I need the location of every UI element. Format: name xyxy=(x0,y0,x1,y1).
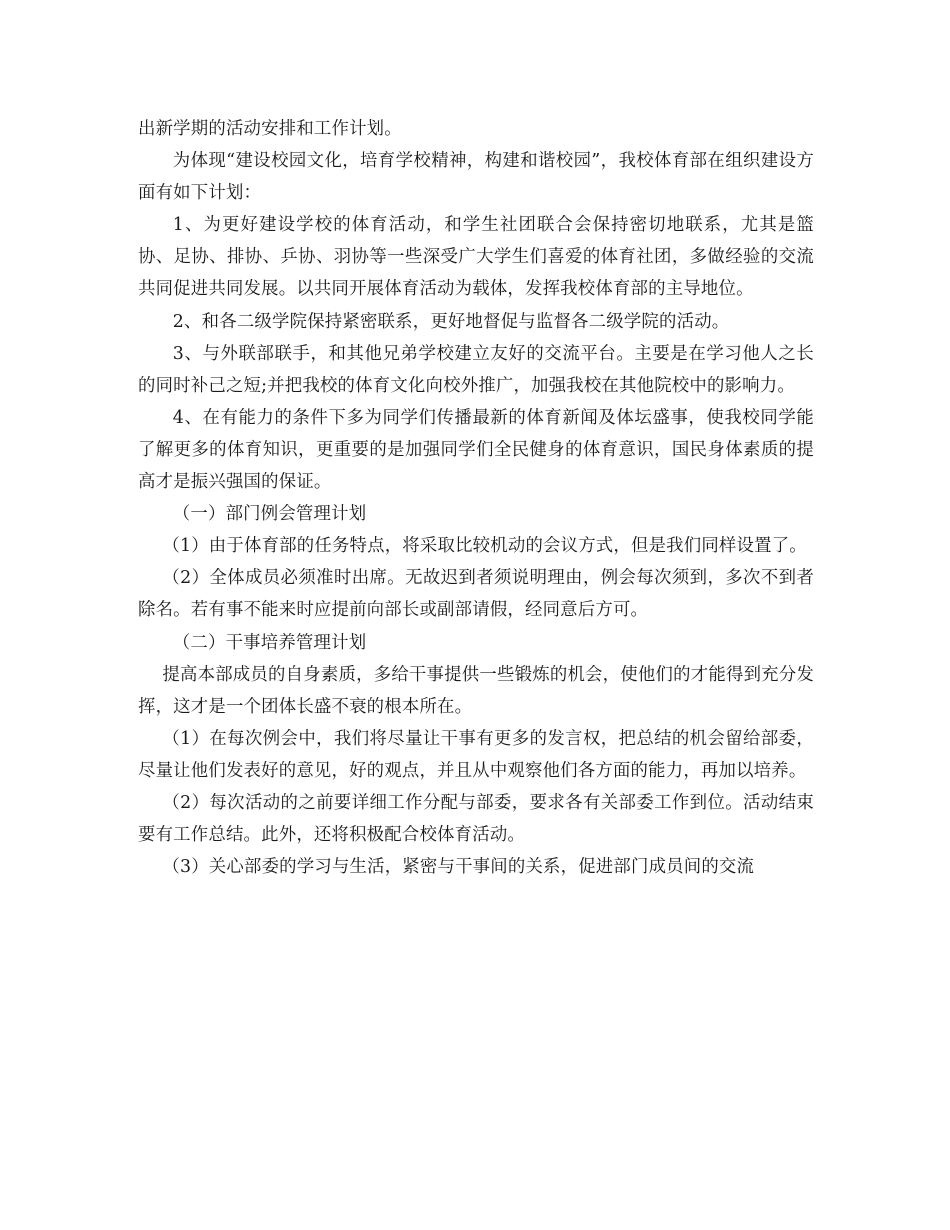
paragraph-1: 出新学期的活动安排和工作计划。 xyxy=(138,119,402,139)
section-heading-2: （二）干事培养管理计划 xyxy=(172,632,367,653)
paragraph-10: （1）在每次例会中，我们将尽量让干事有更多的发言权，把总结的机会留给部委，尽量让他们发表好的意见，好的观点，并且从中观察他们各方面的能力，再加以培养。 xyxy=(138,728,814,781)
paragraph-8: （2）全体成员必须准时出席。无故迟到者须说明理由，例会每次须到，多次不到者除名。若有事不能来时应提前向部长或副部请假，经同意后方可。 xyxy=(138,568,814,621)
paragraph-12: （3）关心部委的学习与生活，紧密与干事间的关系，促进部门成员间的交流 xyxy=(162,857,755,878)
paragraph-7: （1）由于体育部的任务特点，将采取比较机动的会议方式，但是我们同样设置了。 xyxy=(162,536,807,557)
paragraph-6: 4、在有能力的条件下多为同学们传播最新的体育新闻及体坛盛事，使我校同学能了解更多的体育知识，更重要的是加强同学们全民健身的体育意识，国民身体素质的提高才是振兴强国的保证。 xyxy=(138,407,814,493)
paragraph-11: （2）每次活动的之前要详细工作分配与部委，要求各有关部委工作到位。活动结束要有工作总结。此外，还将积极配合校体育活动。 xyxy=(138,792,814,846)
paragraph-4: 2、和各二级学院保持紧密联系，更好地督促与监督各二级学院的活动。 xyxy=(172,311,730,332)
paragraph-3: 1、为更好建设学校的体育活动，和学生社团联合会保持密切地联系，尤其是篮协、足协、排协、乒协、羽协等一些深受广大学生们喜爱的体育社团，多做经验的交流共同促进共同发展。以共同开展体育活动为载体，发挥我校体育部的主导地位。 xyxy=(138,215,814,300)
document-body xyxy=(138,113,814,883)
paragraph-9: 提高本部成员的自身素质，多给干事提供一些锻炼的机会，使他们的才能得到充分发挥，这才是一个团体长盛不衰的根本所在。 xyxy=(138,664,814,717)
section-heading-1: （一）部门例会管理计划 xyxy=(172,504,367,525)
paragraph-5: 3、与外联部联手，和其他兄弟学校建立友好的交流平台。主要是在学习他人之长的同时补己之短;并把我校的体育文化向校外推广，加强我校在其他院校中的影响力。 xyxy=(138,343,814,396)
paragraph-2: 为体现“建设校园文化，培育学校精神，构建和谐校园”，我校体育部在组织建设方面有如下计划： xyxy=(138,151,814,204)
